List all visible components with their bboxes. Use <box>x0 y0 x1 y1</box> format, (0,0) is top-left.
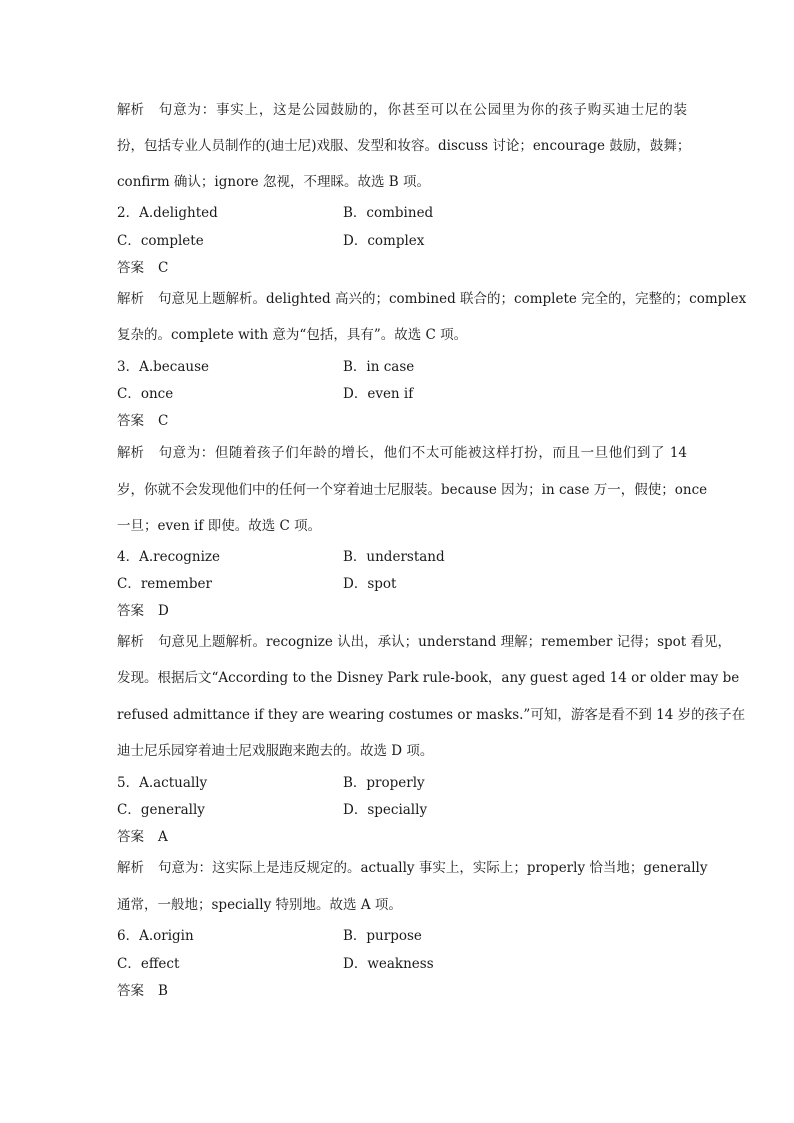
q6-option-a: 6．A.origin <box>117 928 194 944</box>
q2-option-a: 2．A.delighted <box>117 205 218 221</box>
q5-answer <box>117 828 168 846</box>
q4-analysis-line-4: 迪士尼乐园穿着迪士尼戏服跑来跑去的。故选 D 项。 <box>117 743 434 759</box>
q2-analysis-line-2: 复杂的。complete with 意为“包括，具有”。故选 C 项。 <box>117 327 468 343</box>
q1-analysis-line-2: 扮，包括专业人员制作的(迪士尼)戏服、发型和妆容。discuss 讨论；encourage 鼓励，鼓舞； <box>117 138 691 154</box>
answer-label: 答案 <box>117 260 144 276</box>
q2-option-b: B．combined <box>343 205 434 221</box>
q5-analysis-line-1: 解析 句意为：这实际上是违反规定的。actually 事实上，实际上；properly 恰当地；generally <box>117 860 708 876</box>
q2-answer-value: C <box>158 260 169 276</box>
q3-answer <box>117 412 168 430</box>
answer-label: 答案 <box>117 603 144 619</box>
analysis-label: 解析 <box>117 860 144 876</box>
q5-option-c: C．generally <box>117 802 205 818</box>
q4-option-c: C．remember <box>117 576 212 592</box>
q3-analysis-line-1: 解析 句意为：但随着孩子们年龄的增长，他们不太可能被这样打扮，而且一旦他们到了 14 <box>117 445 687 461</box>
answer-label: 答案 <box>117 983 144 999</box>
q3-option-d: D．even if <box>343 386 414 402</box>
q3-answer-value: C <box>158 413 169 429</box>
q2-option-d: D．complex <box>343 233 425 249</box>
q5-option-a: 5．A.actually <box>117 775 208 791</box>
analysis-label: 解析 <box>117 445 144 461</box>
q4-option-a: 4．A.recognize <box>117 549 221 565</box>
q2-answer <box>117 259 168 277</box>
q6-answer-value: B <box>158 983 168 999</box>
q6-option-b: B．purpose <box>343 928 422 944</box>
q3-option-a: 3．A.because <box>117 359 209 375</box>
q4-analysis-line-3: refused admittance if they are wearing costumes or masks.”可知，游客是看不到 14 岁的孩子在 <box>117 707 746 723</box>
q4-answer <box>117 602 169 620</box>
q4-analysis-line-2: 发现。根据后文“According to the Disney Park rule-book，any guest aged 14 or older may be <box>117 670 740 686</box>
answer-label: 答案 <box>117 829 144 845</box>
q3-option-c: C．once <box>117 386 174 402</box>
answer-label: 答案 <box>117 413 144 429</box>
analysis-label: 解析 <box>117 291 144 307</box>
q1-analysis-line-3: confirm 确认；ignore 忽视，不理睬。故选 B 项。 <box>117 174 430 190</box>
q5-option-b: B．properly <box>343 775 425 791</box>
q5-analysis-line-2: 通常，一般地；specially 特别地。故选 A 项。 <box>117 897 402 913</box>
q6-answer <box>117 982 168 1000</box>
q1-analysis-line-1: 解析 句意为：事实上，这是公园鼓励的，你甚至可以在公园里为你的孩子购买迪士尼的装 <box>117 102 687 118</box>
q5-option-d: D．specially <box>343 802 428 818</box>
q6-option-c: C．effect <box>117 956 180 972</box>
q4-answer-value: D <box>158 603 169 619</box>
q2-option-c: C．complete <box>117 233 204 249</box>
q4-option-b: B．understand <box>343 549 445 565</box>
analysis-label: 解析 <box>117 102 144 118</box>
q4-option-d: D．spot <box>343 576 397 592</box>
q3-option-b: B．in case <box>343 359 415 375</box>
q5-answer-value: A <box>158 829 168 845</box>
q6-option-d: D．weakness <box>343 956 434 972</box>
q4-analysis-line-1: 解析 句意见上题解析。recognize 认出，承认；understand 理解；remember 记得；spot 看见， <box>117 634 732 650</box>
q2-analysis-line-1: 解析 句意见上题解析。delighted 高兴的；combined 联合的；complete 完全的，完整的；complex <box>117 291 747 307</box>
q3-analysis-line-2: 岁，你就不会发现他们中的任何一个穿着迪士尼服装。because 因为；in case 万一，假使；once <box>117 482 708 498</box>
analysis-label: 解析 <box>117 634 144 650</box>
q3-analysis-line-3: 一旦；even if 即使。故选 C 项。 <box>117 518 322 534</box>
